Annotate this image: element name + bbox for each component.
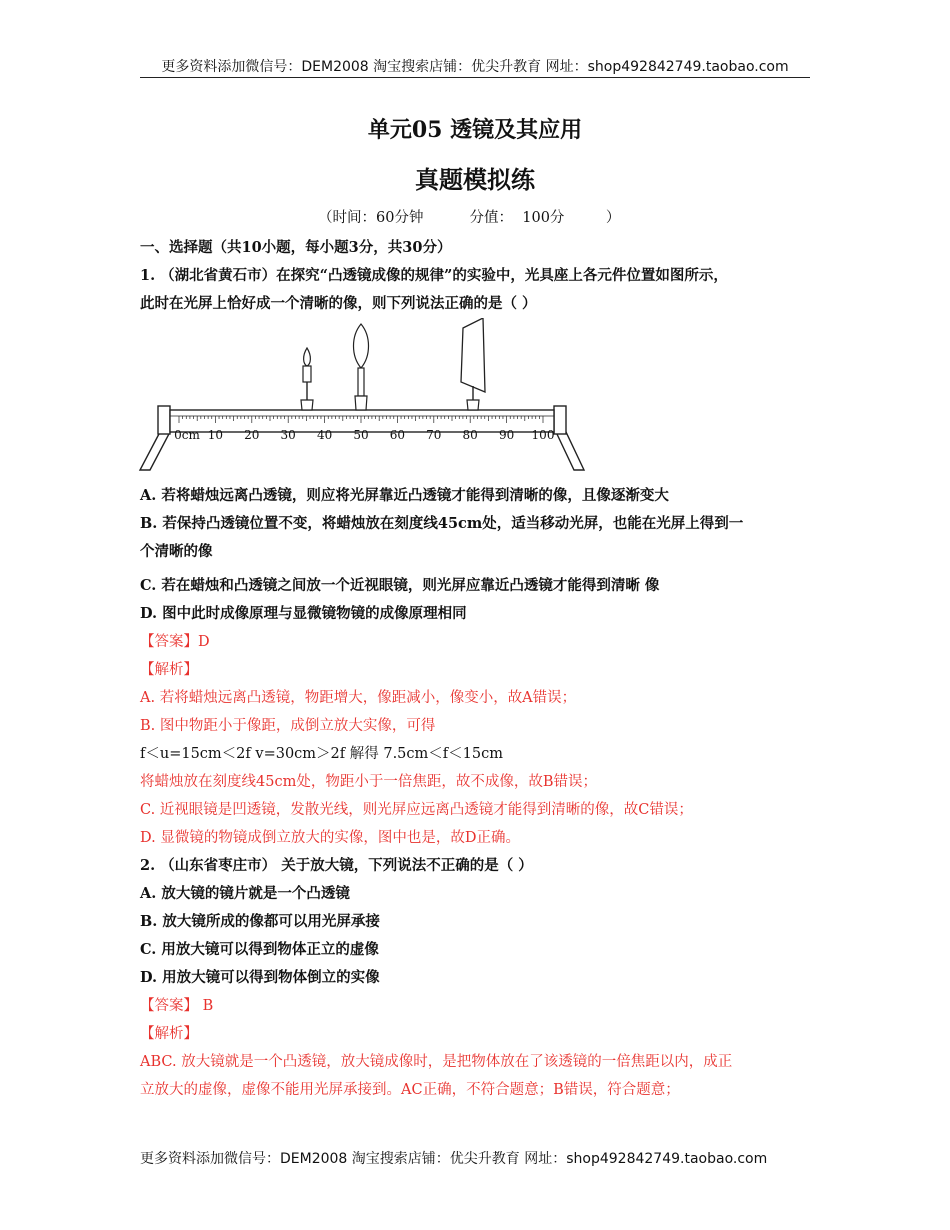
- page-header: 更多资料添加微信号：DEM2008 淘宝搜索店铺：优尖升教育 网址：shop492842749.taobao.com: [161, 59, 789, 75]
- q2-analysis-2: 立放大的虚像，虚像不能用光屏承接到。AC正确，不符合题意；B错误，符合题意；: [140, 1082, 680, 1098]
- q1-option-b-line2: 个清晰的像: [140, 543, 213, 560]
- scale-label: 70: [426, 428, 442, 442]
- scale-label: 30: [280, 428, 296, 442]
- scale-label: 60: [389, 428, 406, 442]
- exam-info: （时间：60分钟 分值： 100分 ）: [318, 210, 621, 226]
- scale-label: 90: [498, 428, 515, 442]
- q1-option-c: C. 若在蜡烛和凸透镜之间放一个近视眼镜，则光屏应靠近凸透镜才能得到清晰 像: [140, 577, 660, 594]
- candle: [301, 348, 313, 410]
- q2-answer: [140, 994, 213, 1015]
- q1-analysis-label: 【解析】: [140, 662, 198, 678]
- section-heading: 一、选择题（共10小题，每小题3分，共30分）: [140, 239, 452, 256]
- scale-label: 10: [207, 428, 224, 442]
- q2-stem: 2. （山东省枣庄市） 关于放大镜，下列说法不正确的是（ ）: [140, 857, 533, 874]
- q2-analysis-1: ABC. 放大镜就是一个凸透镜，放大镜成像时，是把物体放在了该透镜的一倍焦距以内，成正: [140, 1054, 733, 1070]
- q1-option-b-line1: B. 若保持凸透镜位置不变，将蜡烛放在刻度线45cm处，适当移动光屏，也能在光屏上得到一: [140, 515, 744, 532]
- bench-right-cap: [554, 406, 566, 434]
- q1-analysis-4: 将蜡烛放在刻度线45cm处，物距小于一倍焦距，故不成像，故B错误；: [140, 774, 597, 790]
- q1-option-d: D. 图中此时成像原理与显微镜物镜的成像原理相同: [140, 605, 467, 622]
- light-screen: [461, 318, 485, 410]
- bench-left-leg: [140, 432, 170, 470]
- q1-stem-line2: 此时在光屏上恰好成一个清晰的像，则下列说法正确的是（ ）: [140, 295, 537, 312]
- q1-analysis-2: B. 图中物距小于像距，成倒立放大实像，可得: [140, 718, 436, 734]
- answer-label: 【答案】: [140, 634, 198, 650]
- scale-label: 0cm: [174, 428, 200, 442]
- page-footer: 更多资料添加微信号：DEM2008 淘宝搜索店铺：优尖升教育 网址：shop492842749.taobao.com: [140, 1151, 768, 1167]
- optical-bench-figure: [138, 318, 588, 474]
- q1-analysis-5: C. 近视眼镜是凹透镜，发散光线，则光屏应远离凸透镜才能得到清晰的像，故C错误；: [140, 802, 693, 818]
- header-divider: [140, 77, 810, 78]
- q1-analysis-6: D. 显微镜的物镜成倒立放大的实像，图中也是，故D正确。: [140, 830, 520, 846]
- scale-label: 100: [531, 428, 555, 442]
- answer-value: B: [198, 998, 214, 1014]
- q2-analysis-label: 【解析】: [140, 1026, 198, 1042]
- unit-title: 单元05 透镜及其应用: [367, 117, 583, 143]
- scale-label: 80: [462, 428, 478, 442]
- q1-analysis-1: A. 若将蜡烛远离凸透镜，物距增大，像距减小，像变小，故A错误；: [140, 690, 577, 706]
- bench-left-cap: [158, 406, 170, 434]
- scale-label: 40: [316, 428, 333, 442]
- bench-right-leg: [556, 432, 584, 470]
- subtitle: 真题模拟练: [415, 165, 535, 194]
- q2-option-b: B. 放大镜所成的像都可以用光屏承接: [140, 913, 380, 930]
- q2-option-d: D. 用放大镜可以得到物体倒立的实像: [140, 969, 380, 986]
- scale-label: 20: [244, 428, 260, 442]
- answer-label: 【答案】: [140, 998, 198, 1014]
- q1-stem-line1: 1. （湖北省黄石市）在探究“凸透镜成像的规律”的实验中，光具座上各元件位置如图所示，: [140, 267, 728, 284]
- scale-label: 50: [353, 428, 369, 442]
- q1-analysis-3: f＜u=15cm＜2f v=30cm＞2f 解得 7.5cm＜f＜15cm: [140, 746, 503, 762]
- q1-answer: [140, 630, 210, 651]
- convex-lens: [354, 324, 369, 410]
- answer-value: D: [198, 634, 210, 650]
- q2-option-a: A. 放大镜的镜片就是一个凸透镜: [140, 885, 350, 902]
- q2-option-c: C. 用放大镜可以得到物体正立的虚像: [140, 941, 379, 958]
- q1-option-a: A. 若将蜡烛远离凸透镜，则应将光屏靠近凸透镜才能得到清晰的像，且像逐渐变大: [140, 487, 669, 504]
